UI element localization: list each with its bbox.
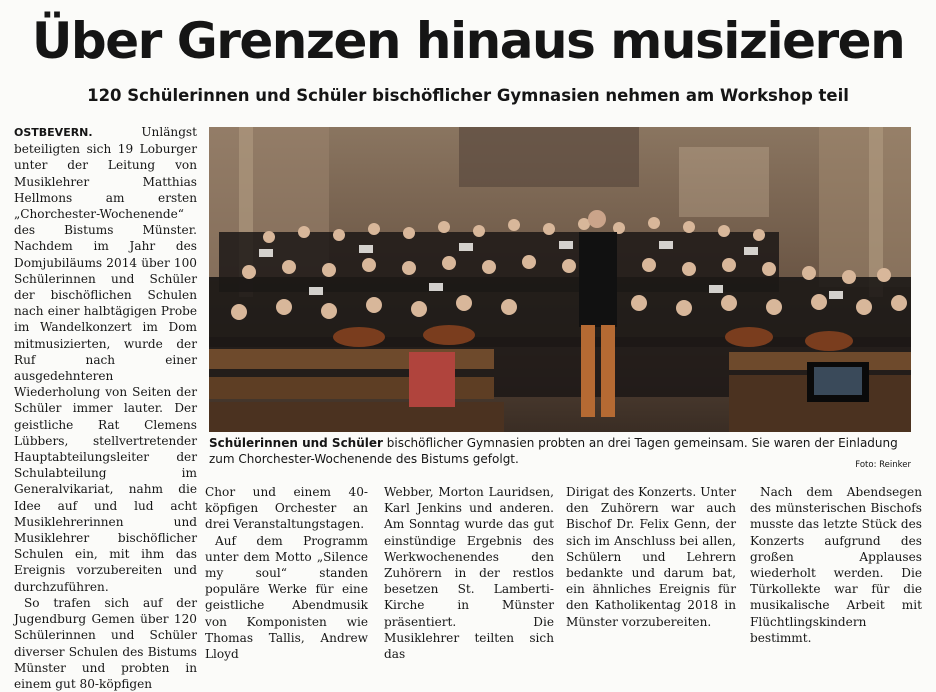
- subheadline: 120 Schülerinnen und Schüler bischöflicher Gymnasien nehmen am Workshop teil: [87, 86, 849, 105]
- article-column-3: [384, 484, 554, 662]
- column-4-text: Dirigat des Konzerts. Unter den Zuhörern war auch Bischof Dr. Felix Genn, der sich im Anschluss bei allen, Schülern und Lehrern bedankte und darum bat, ein ähnliches Ereignis für den Katholikentag 2018 in Münster vorzubereiten.: [566, 485, 736, 629]
- paragraph-1-text: Unlängst beteiligten sich 19 Loburger unter der Leitung von Musiklehrer Matthias Hellmons am ersten „Chorchester-Wochenende“ des Bistums Münster. Nachdem im Jahr des Domjubiläums 2014 über 100 Schülerinnen und Schüler der bischöflichen Schulen nach einer halbtägigen Probe im Wandelkonzert im Dom mitmusizierten, wurde der Ruf nach einer ausgedehnteren Wiederholung von Seiten der Schüler immer lauter. Der geistliche Rat Clemens Lübbers, stellvertretender Hauptabteilungsleiter der Schulabteilung im Generalvikariat, nahm die Idee auf und lud acht Musiklehrerinnen und Musiklehrer bischöflicher Schulen ein, mit ihm das Ereignis vorzubereiten und durchzuführen.: [14, 125, 197, 594]
- paragraph-1: [14, 124, 197, 595]
- choir-photo-illustration: [209, 127, 911, 432]
- article-column-5: [750, 484, 922, 646]
- caption-lead: Schülerinnen und Schüler: [209, 436, 383, 450]
- caption-text: bischöflicher Gymnasien probten an drei Tagen gemeinsam. Sie waren der Einladung zum Chorchester-Wochenende des Bistums gefolgt.: [209, 436, 898, 466]
- article-column-1: [14, 124, 197, 692]
- photo-credit: Foto: Reinker: [855, 460, 911, 470]
- dateline: OSTBEVERN.: [14, 126, 93, 139]
- choir-photo: [209, 127, 911, 432]
- column-2-text: Chor und einem 40-köpfigen Orchester an drei Veranstaltungstagen.: [205, 485, 368, 532]
- photo-caption: [209, 436, 911, 467]
- headline: Über Grenzen hinaus musizieren: [31, 12, 905, 70]
- column-2-paragraph: Auf dem Programm unter dem Motto „Silence my soul“ standen populäre Werke für eine geistliche Abendmusik von Komponisten wie Thomas Tallis, Andrew Lloyd: [205, 533, 368, 662]
- paragraph-2: So trafen sich auf der Jugendburg Gemen über 120 Schülerinnen und Schüler diverser Schulen des Bistums Münster und probten in einem gut 80-köpfigen: [14, 595, 197, 691]
- column-5-text: Nach dem Abendsegen des münsterischen Bischofs musste das letzte Stück des Konzerts aufgrund des großen Applauses wiederholt werden. Die Türkollekte war für die musikalische Arbeit mit Flüchtlingskindern bestimmt.: [750, 485, 922, 645]
- column-3-text: Webber, Morton Lauridsen, Karl Jenkins und anderen. Am Sonntag wurde das gut einstündige Ergebnis des Werkwochenendes den Zuhörern in der restlos besetzen St. Lamberti-Kirche in Münster präsentiert. Die Musiklehrer teilten sich das: [384, 485, 554, 662]
- article-column-4: [566, 484, 736, 630]
- article-column-2: [205, 484, 368, 662]
